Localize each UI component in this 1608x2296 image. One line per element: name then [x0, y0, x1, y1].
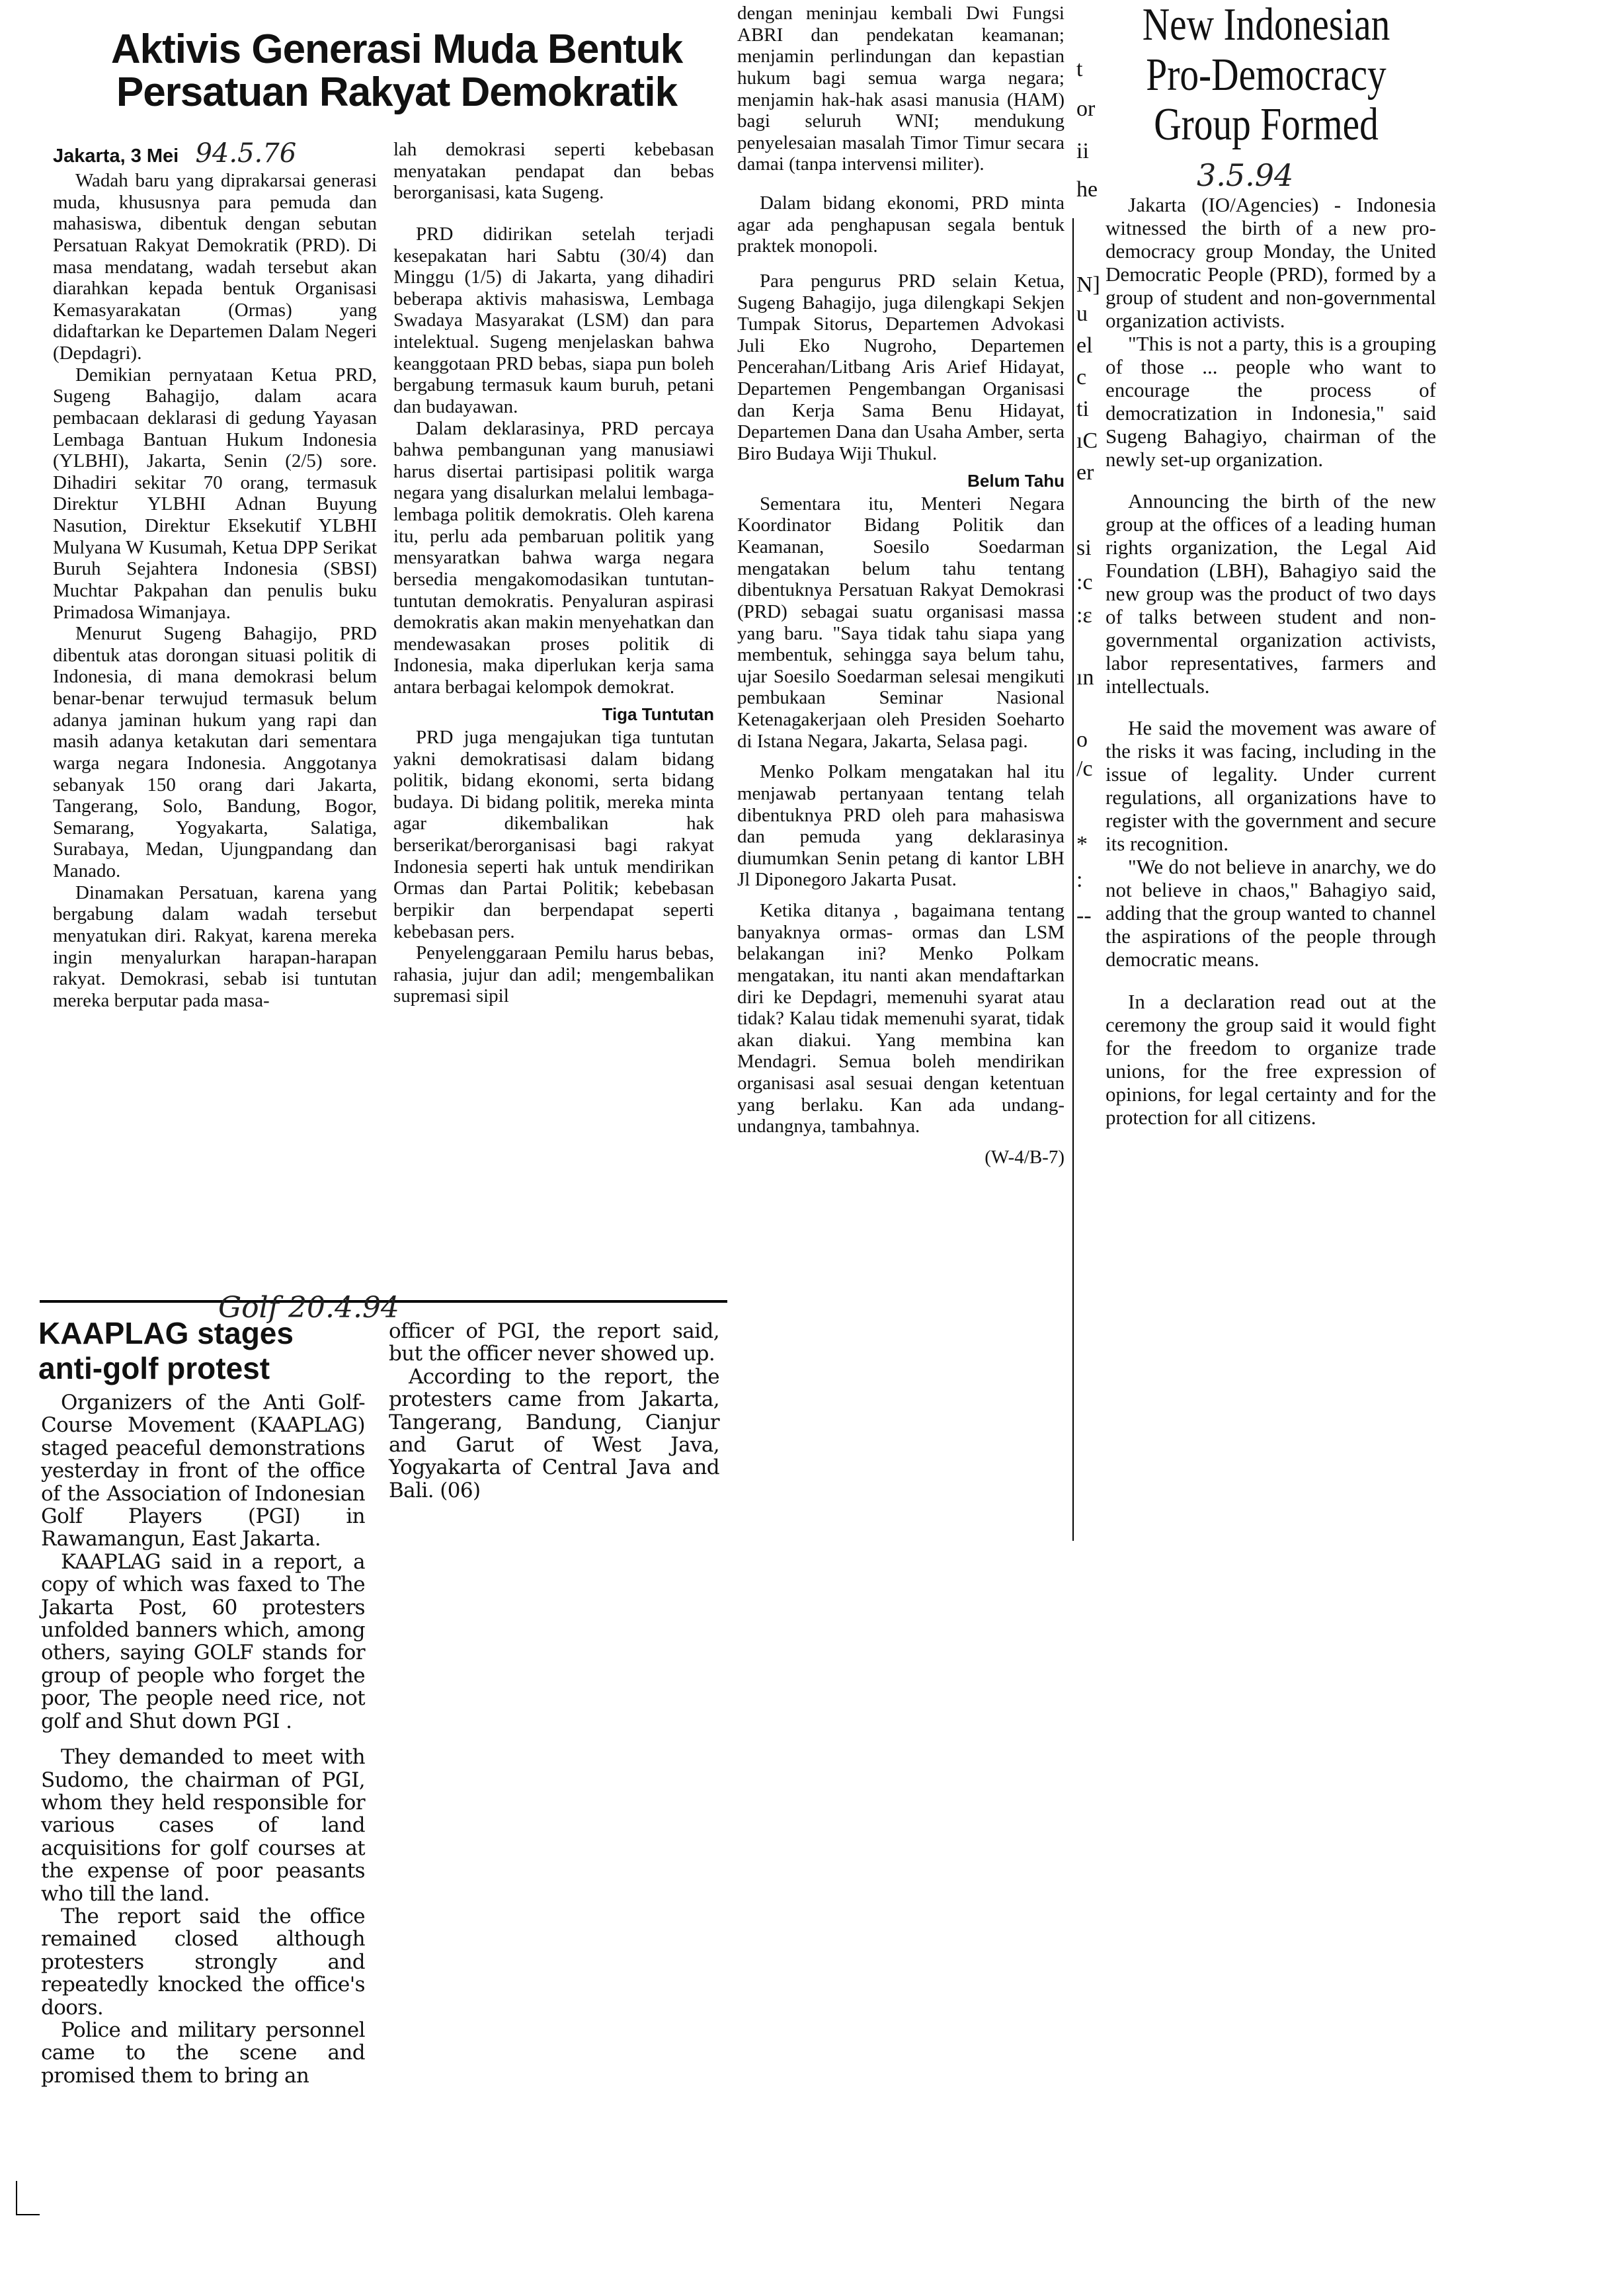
english-headline-line3: Group Formed: [1154, 99, 1379, 151]
prd-paragraph: Dalam bidang ekonomi, PRD minta agar ada penghapusan segala bentuk praktek monopoli.: [737, 192, 1065, 257]
fragment-letter: ın: [1076, 665, 1094, 690]
prd-subheading-tiga-tuntutan: Tiga Tuntutan: [602, 704, 714, 724]
prd-headline: [53, 28, 741, 114]
fragment-letter: :: [1076, 868, 1083, 892]
prd-headline-line1: Aktivis Generasi Muda Bentuk: [110, 26, 683, 72]
english-handwritten-date: 3.5.94: [1197, 157, 1294, 193]
fragment-letter: N]: [1076, 272, 1100, 297]
fragment-letter: he: [1076, 177, 1098, 202]
golf-paragraph: Organizers of the Anti Golf-Course Movement (KAAPLAG) staged peaceful demonstrations yesterday in front of the office of the Association of Indonesian Golf Players (PGI) in Rawamangun, East Jakarta.: [41, 1391, 365, 1551]
clipped-fragment-column: [1076, 58, 1109, 927]
prd-column-2: [393, 139, 714, 1007]
fragment-letter: si: [1076, 536, 1092, 560]
prd-paragraph: Ketika ditanya , bagaimana tentang banyaknya ormas- ormas dan LSM belakangan ini? Menko Polkam mengatakan, itu nanti akan mendaftarkan diri ke Depdagri, memenuhi syarat atau tidak? Kalau tidak memenuhi syarat, tidak akan diakui. Yang membina kan Mendagri. Semua boleh mendirikan organisasi asal sesuai dengan ketentuan yang berlaku. Kan ada undang-undangnya, tambahnya.: [737, 900, 1065, 1137]
fragment-letter: *: [1076, 832, 1088, 856]
prd-dateline: Jakarta, 3 Mei: [53, 145, 179, 167]
prd-paragraph: Penyelenggaraan Pemilu harus bebas, rahasia, jujur dan adil; mengembalikan supremasi sipil: [393, 942, 714, 1007]
fragment-letter: c: [1076, 365, 1087, 390]
golf-column-1: [41, 1391, 365, 2087]
english-paragraph: "This is not a party, this is a grouping of those ... people who want to encourage the process of democratization in Indonesia," said Sugeng Bahagiyo, chairman of the newly set-up organization.: [1106, 332, 1436, 472]
prd-article-code: (W-4/B-7): [985, 1146, 1065, 1168]
fragment-letter: :ε: [1076, 603, 1092, 628]
golf-headline-line1: KAAPLAG stages: [38, 1316, 294, 1350]
fragment-letter: el: [1076, 333, 1093, 358]
golf-headline-line2: anti-golf protest: [38, 1350, 270, 1385]
golf-headline: [38, 1316, 382, 1386]
fragment-letter: o: [1076, 727, 1088, 752]
golf-corner-bracket-horizontal: [16, 2214, 40, 2215]
prd-subheading-belum-tahu: Belum Tahu: [967, 470, 1065, 491]
golf-column-2: [389, 1320, 719, 1502]
golf-paragraph: KAAPLAG said in a report, a copy of which was faxed to The Jakarta Post, 60 protesters unfolded banners which, among others, saying GOLF stands for group of people who forget the poor, The people need rice, not golf and Shut down PGI .: [41, 1549, 365, 1733]
fragment-letter: ıC: [1076, 429, 1098, 453]
english-paragraph: He said the movement was aware of the risks it was facing, including in the issue of legality. Under current regulations, all organizations have to register with the government and secure its recognition.: [1106, 716, 1436, 856]
fragment-letter: u: [1076, 302, 1088, 326]
english-headline-line1: New Indonesian: [1142, 0, 1390, 50]
fragment-letter: t: [1076, 57, 1083, 81]
fragment-letter: /c: [1076, 757, 1093, 781]
golf-paragraph: They demanded to meet with Sudomo, the chairman of PGI, whom they held responsible for various cases of land acquisitions for golf courses at the expense of poor peasants who till the land.: [41, 1745, 365, 1906]
prd-headline-line2: Persatuan Rakyat Demokratik: [116, 69, 678, 116]
english-headline: [1139, 0, 1393, 150]
golf-paragraph: officer of PGI, the report said, but the officer never showed up.: [389, 1319, 719, 1366]
golf-paragraph: According to the report, the protesters came from Jakarta, Tangerang, Bandung, Cianjur and Garut of West Java, Yogyakarta of Central Java and Bali. (06): [389, 1364, 719, 1502]
english-paragraph: In a declaration read out at the ceremony the group said it would fight for the freedom to organize trade unions, for the free expression of opinions, for legal certainty and for the protection for all citizens.: [1106, 989, 1436, 1129]
prd-paragraph: Dinamakan Persatuan, karena yang bergabung dalam wadah tersebut menyatukan diri. Rakyat, karena mereka ingin menyalurkan harapan-harapan rakyat. Demokrasi, sebab isi tuntutan mereka berputar pada masa-: [53, 882, 377, 1011]
prd-paragraph: PRD didirikan setelah terjadi kesepakatan hari Sabtu (30/4) dan Minggu (1/5) di Jakarta, yang dihadiri beberapa aktivis mahasiswa, Lembaga Swadaya Masyarakat (LSM) dan para intelektual. Sugeng menjelaskan bahwa keanggotaan PRD bebas, siapa pun boleh bergabung termasuk kaum buruh, petani dan budayawan.: [393, 223, 714, 417]
column-divider: [1072, 218, 1074, 1541]
prd-paragraph: Sementara itu, Menteri Negara Koordinator Bidang Politik dan Keamanan, Soesilo Soedarman mengatakan belum tahu tentang dibentuknya Persatuan Rakyat Demokrasi (PRD) sebagai suatu organisasi massa yang baru. "Saya tidak tahu siapa yang membentuk, sehingga saya belum tahu, ujar Soesilo Soedarman selesai mengikuti pembukaan Seminar Nasional Ketenagakerjaan oleh Presiden Soeharto di Istana Negara, Jakarta, Selasa pagi.: [737, 493, 1065, 752]
prd-paragraph: PRD juga mengajukan tiga tuntutan yakni demokratisasi dalam bidang politik, bidang ekonomi, serta bidang budaya. Di bidang politik, mereka minta agar dikembalikan hak berserikat/berorganisasi bagi rakyat Indonesia seperti hak untuk mendirikan Ormas dan Partai Politik; kebebasan berpikir dan berpendapat seperti kebebasan pers.: [393, 726, 714, 942]
english-headline-line2: Pro-Democracy: [1146, 49, 1387, 101]
prd-column-3: [737, 3, 1065, 1168]
prd-paragraph: Menurut Sugeng Bahagijo, PRD dibentuk atas dorongan situasi politik di Indonesia, di mana demokrasi belum benar-benar terwujud termasuk belum adanya jaminan hukum yang rapi dan masih adanya ketakutan dari sementara warga negara Indonesia. Anggotanya sebanyak 150 orang dari Jakarta, Tangerang, Solo, Bandung, Bogor, Semarang, Yogyakarta, Salatiga, Surabaya, Medan, Ujungpandang dan Manado.: [53, 623, 377, 882]
prd-paragraph: Dalam deklarasinya, PRD percaya bahwa pembangunan yang manusiawi harus disertai partisipasi politik warga negara yang disalurkan melalui lembaga-lembaga politik demokratis. Oleh karena itu, perlu ada pembaruan politik yang mensyaratkan bahwa warga negara bersedia mengakomodasikan tuntutan-tuntutan demokratis. Penyaluran aspirasi demokratis akan makin menyehatkan dan mendewasakan proses politik di Indonesia, maka diperlukan kerja sama antara berbagai kelompok demokrat.: [393, 417, 714, 698]
golf-handwritten-note: Golf 20.4.94: [218, 1291, 399, 1325]
fragment-letter: ti: [1076, 397, 1089, 421]
prd-dateline-row: [53, 139, 377, 169]
prd-paragraph: Wadah baru yang diprakarsai generasi muda, khususnya para pemuda dan mahasiswa, dibentuk dengan sebutan Persatuan Rakyat Demokratik (PRD). Di masa mendatang, wadah tersebut akan diarahkan kepada bentuk Organisasi Kemasyarakatan (Ormas) yang didaftarkan ke Departemen Dalam Negeri (Depdagri).: [53, 170, 377, 364]
prd-paragraph: dengan meninjau kembali Dwi Fungsi ABRI dan pendekatan keamanan; menjamin perlindungan dan kepastian hukum bagi semua warga negara; menjamin hak-hak asasi manusia (HAM) bagi seluruh WNI; mendukung penyelesaian masalah Timor Timur secara damai (tanpa intervensi militer).: [737, 3, 1065, 175]
prd-paragraph: Demikian pernyataan Ketua PRD, Sugeng Bahagijo, dalam acara pembacaan deklarasi di gedung Yayasan Lembaga Bantuan Hukum Indonesia (YLBHI), Jakarta, Senin (2/5) sore. Dihadiri sekitar 70 orang, termasuk Direktur YLBHI Adnan Buyung Nasution, Direktur Eksekutif YLBHI Mulyana W Kusumah, Ketua DPP Serikat Buruh Sejahtera Indonesia (SBSI) Muchtar Pakpahan dan penulis buku Primadosa Wimanjaya.: [53, 364, 377, 623]
golf-corner-bracket-vertical: [16, 2181, 17, 2214]
prd-paragraph: Para pengurus PRD selain Ketua, Sugeng Bahagijo, juga dilengkapi Sekjen Tumpak Sitorus, Departemen Advokasi Juli Eko Nugroho, Departemen Pencerahan/Litbang Aris Arief Hidayat, Departemen Pengembangan Organisasi dan Kerja Sama Benu Hidayat, Departemen Dana dan Usaha Amber, serta Biro Budaya Wiji Thukul.: [737, 270, 1065, 464]
fragment-letter: :c: [1076, 570, 1093, 594]
prd-handwritten-date: 94.5.76: [195, 138, 297, 169]
fragment-letter: er: [1076, 460, 1094, 485]
english-paragraph: Jakarta (IO/Agencies) - Indonesia witnessed the birth of a new pro-democracy group Monday, the United Democratic People (PRD), formed by a group of student and non-governmental organization activists.: [1106, 193, 1436, 333]
prd-paragraph: lah demokrasi seperti kebebasan menyatakan pendapat dan bebas berorganisasi, kata Sugeng.: [393, 139, 714, 204]
fragment-letter: ii: [1076, 139, 1089, 163]
golf-paragraph: Police and military personnel came to the scene and promised them to bring an: [41, 2018, 365, 2088]
prd-paragraph: Menko Polkam mengatakan hal itu menjawab pertanyaan tentang telah dibentuknya PRD oleh para mahasiswa dan pemuda yang deklarasinya diumumkan Senin petang di kantor LBH Jl Diponegoro Jakarta Pusat.: [737, 761, 1065, 891]
english-paragraph: "We do not believe in anarchy, we do not believe in chaos," Bahagiyo said, adding that the group wanted to channel the aspirations of the people through democratic means.: [1106, 855, 1436, 971]
prd-column-1: [53, 139, 377, 1011]
english-paragraph: Announcing the birth of the new group at the offices of a leading human rights organization, the Legal Aid Foundation (LBH), Bahagiyo said the new group was the product of two days of talks between student and non-governmental organization activists, labor representatives, farmers and intellectuals.: [1106, 489, 1436, 698]
fragment-letter: or: [1076, 97, 1096, 121]
golf-paragraph: The report said the office remained closed although protesters strongly and repeatedly knocked the office's doors.: [41, 1904, 365, 2020]
english-article-body: [1106, 193, 1436, 1129]
fragment-letter: --: [1076, 903, 1092, 928]
